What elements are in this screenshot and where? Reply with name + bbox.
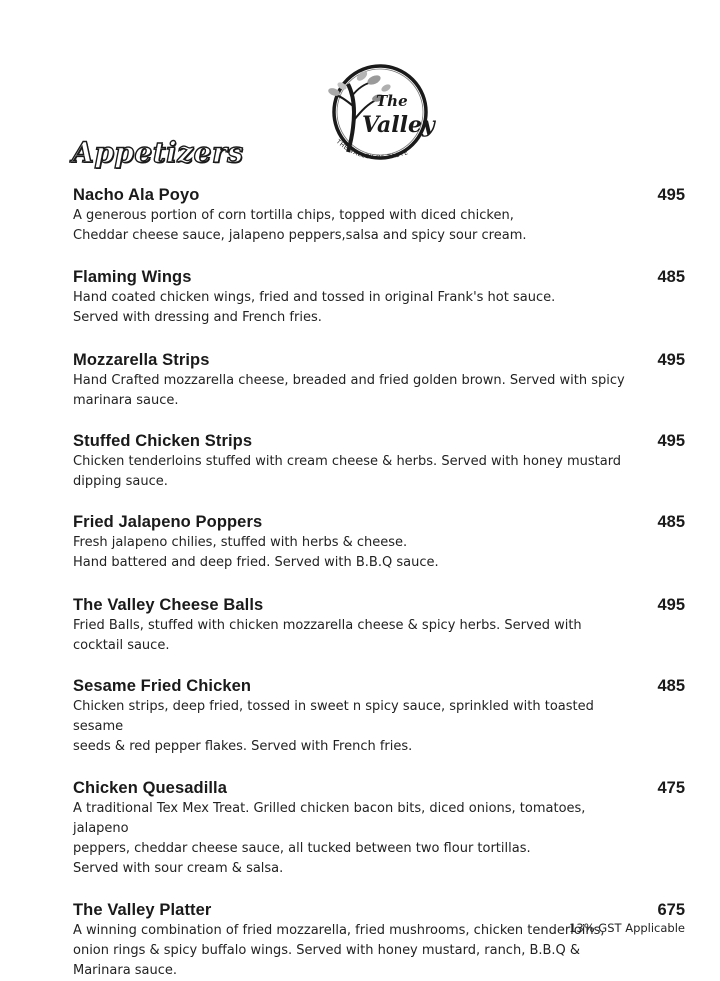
menu-item-header bbox=[73, 899, 685, 921]
menu-item-description: Fried Balls, stuffed with chicken mozzarella cheese & spicy herbs. Served with cocktail sauce. bbox=[73, 618, 582, 653]
menu-item bbox=[73, 349, 685, 411]
menu-item-name: The Valley Platter bbox=[73, 901, 212, 919]
menu-item-description: A generous portion of corn tortilla chips, topped with diced chicken, Cheddar cheese sauce, jalapeno peppers,salsa and spicy sour cream. bbox=[73, 208, 527, 243]
menu-item-price: 485 bbox=[657, 268, 685, 286]
menu-item-name: Stuffed Chicken Strips bbox=[73, 432, 253, 450]
menu-item-price: 495 bbox=[657, 351, 685, 369]
menu-item-description: A traditional Tex Mex Treat. Grilled chicken bacon bits, diced onions, tomatoes, jalapeno peppers, cheddar cheese sauce, all tucked between two flour tortillas. Served with sour cream & salsa. bbox=[73, 801, 586, 876]
menu-item-name: Fried Jalapeno Poppers bbox=[73, 513, 263, 531]
menu-item-header bbox=[73, 675, 685, 697]
section-title: Appetizers bbox=[72, 136, 244, 169]
tax-note: 13% GST Applicable bbox=[569, 921, 685, 935]
menu-item-header bbox=[73, 184, 685, 206]
menu-item-name: Nacho Ala Poyo bbox=[73, 186, 200, 204]
menu-item-name: The Valley Cheese Balls bbox=[73, 596, 264, 614]
menu-item-description: Fresh jalapeno chilies, stuffed with herbs & cheese. Hand battered and deep fried. Served with B.B.Q sauce. bbox=[73, 535, 439, 570]
menu-item bbox=[73, 184, 685, 246]
menu-list bbox=[73, 184, 685, 981]
menu-item-description: Chicken strips, deep fried, tossed in sweet n spicy sauce, sprinkled with toasted sesame seeds & red pepper flakes. Served with French fries. bbox=[73, 699, 594, 754]
menu-item-description: Chicken tenderloins stuffed with cream cheese & herbs. Served with honey mustard dipping sauce. bbox=[73, 454, 622, 489]
menu-item-header bbox=[73, 511, 685, 533]
menu-item-header bbox=[73, 777, 685, 799]
menu-item-name: Chicken Quesadilla bbox=[73, 779, 228, 797]
logo-tagline: THE VALLEY OF TASTE bbox=[334, 138, 410, 162]
menu-item-price: 675 bbox=[657, 901, 685, 919]
menu-item-name: Mozzarella Strips bbox=[73, 351, 210, 369]
restaurant-logo bbox=[318, 60, 438, 172]
menu-item bbox=[73, 266, 685, 328]
menu-item-name: Sesame Fried Chicken bbox=[73, 677, 252, 695]
menu-item-price: 495 bbox=[657, 596, 685, 614]
menu-item-price: 475 bbox=[657, 779, 685, 797]
menu-item-description: Hand coated chicken wings, fried and tossed in original Frank's hot sauce. Served with dressing and French fries. bbox=[73, 290, 556, 325]
menu-item bbox=[73, 430, 685, 492]
menu-item-description: Hand Crafted mozzarella cheese, breaded and fried golden brown. Served with spicy marinara sauce. bbox=[73, 373, 625, 408]
menu-item-description: A winning combination of fried mozzarella, fried mushrooms, chicken tenderloins, onion rings & spicy buffalo wings. Served with honey mustard, ranch, B.B.Q & Marinara sauce. bbox=[73, 923, 605, 978]
menu-item-header bbox=[73, 594, 685, 616]
menu-item-price: 485 bbox=[657, 677, 685, 695]
menu-item bbox=[73, 594, 685, 656]
tree-icon bbox=[318, 60, 438, 172]
menu-item-price: 495 bbox=[657, 186, 685, 204]
menu-item bbox=[73, 675, 685, 757]
menu-item-price: 495 bbox=[657, 432, 685, 450]
menu-item-name: Flaming Wings bbox=[73, 268, 192, 286]
menu-item-header bbox=[73, 266, 685, 288]
menu-item-header bbox=[73, 430, 685, 452]
menu-item-header bbox=[73, 349, 685, 371]
menu-item bbox=[73, 511, 685, 573]
menu-item bbox=[73, 777, 685, 879]
menu-item-price: 485 bbox=[657, 513, 685, 531]
logo-line2: Valley bbox=[362, 112, 435, 138]
menu-item bbox=[73, 899, 685, 981]
logo-line1: The bbox=[376, 92, 408, 110]
